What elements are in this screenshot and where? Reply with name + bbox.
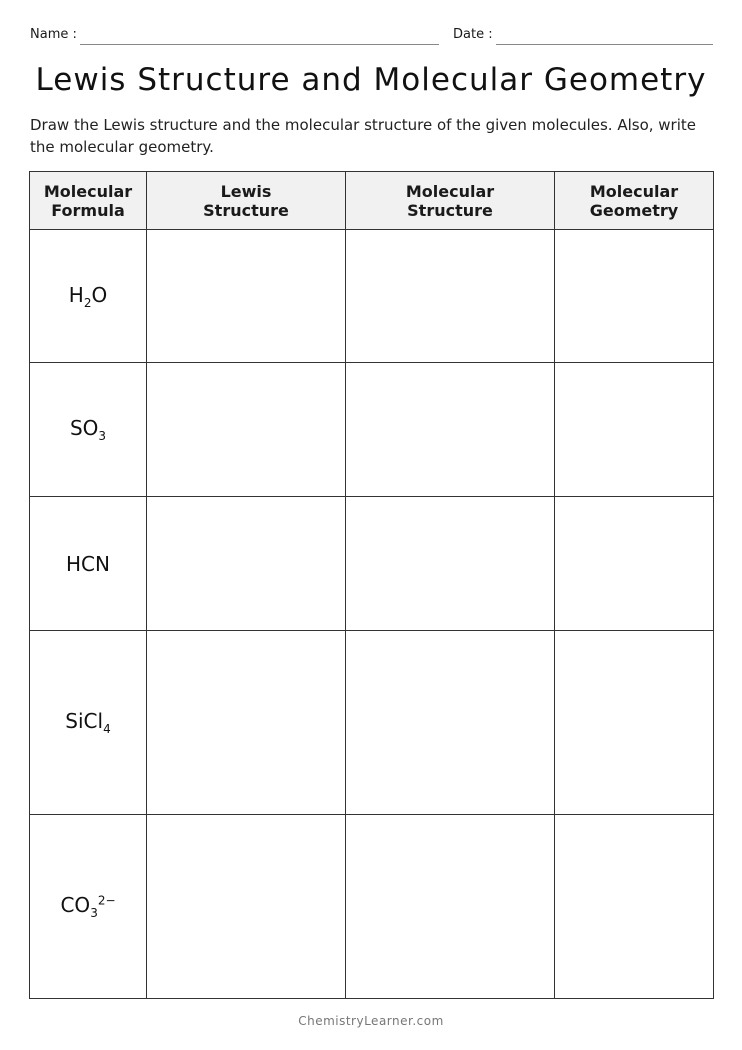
header-line: Structure [203,200,289,220]
header-fields [30,27,713,47]
lewis-structure-cell[interactable] [147,631,346,815]
table-row [30,363,714,497]
table-row [30,631,714,815]
table-row [30,497,714,631]
formula-co3-2minus: $CO_3^{2-}$ [60,893,116,920]
formula-h2o: $H_2O$ [68,282,108,310]
table-row [30,230,714,363]
header-line: Structure [407,200,493,220]
name-label: Name : [30,27,77,42]
date-field[interactable] [496,44,713,45]
header-row [30,172,714,230]
molecular-geometry-cell[interactable] [555,497,714,631]
header-line: Formula [51,200,125,220]
header-line: Molecular [43,181,133,201]
formula-cell [30,497,147,631]
header-molecular-structure [346,172,555,230]
table-row [30,815,714,999]
molecular-structure-cell[interactable] [346,815,555,999]
footer-brand: ChemistryLearner.com [298,1014,444,1028]
formula-cell [30,230,147,363]
worksheet-table [29,171,714,999]
formula-cell [30,815,147,999]
page-title: Lewis Structure and Molecular Geometry [35,62,707,98]
molecular-geometry-cell[interactable] [555,363,714,497]
instructions-text: Draw the Lewis structure and the molecular structure of the given molecules. Also, write the molecular geometry. [30,116,696,156]
header-molecular-formula [30,172,147,230]
molecular-geometry-cell[interactable] [555,631,714,815]
molecular-geometry-cell[interactable] [555,230,714,363]
formula-cell [30,631,147,815]
lewis-structure-cell[interactable] [147,497,346,631]
molecular-structure-cell[interactable] [346,363,555,497]
header-line: Lewis [220,181,272,201]
header-line: Molecular [589,181,679,201]
date-label: Date : [453,27,493,42]
header-molecular-geometry [555,172,714,230]
formula-so3: $SO_3$ [69,416,107,443]
header-line: Geometry [589,200,679,220]
formula-sicl4: SiCl$_4$ [65,709,111,736]
header-lewis-structure [147,172,346,230]
lewis-structure-cell[interactable] [147,815,346,999]
name-field[interactable] [80,44,439,45]
lewis-structure-cell[interactable] [147,363,346,497]
formula-hcn: HCN [66,551,110,576]
molecular-geometry-cell[interactable] [555,815,714,999]
formula-cell [30,363,147,497]
header-line: Molecular [405,181,495,201]
lewis-structure-cell[interactable] [147,230,346,363]
molecular-structure-cell[interactable] [346,230,555,363]
molecular-structure-cell[interactable] [346,631,555,815]
molecular-structure-cell[interactable] [346,497,555,631]
